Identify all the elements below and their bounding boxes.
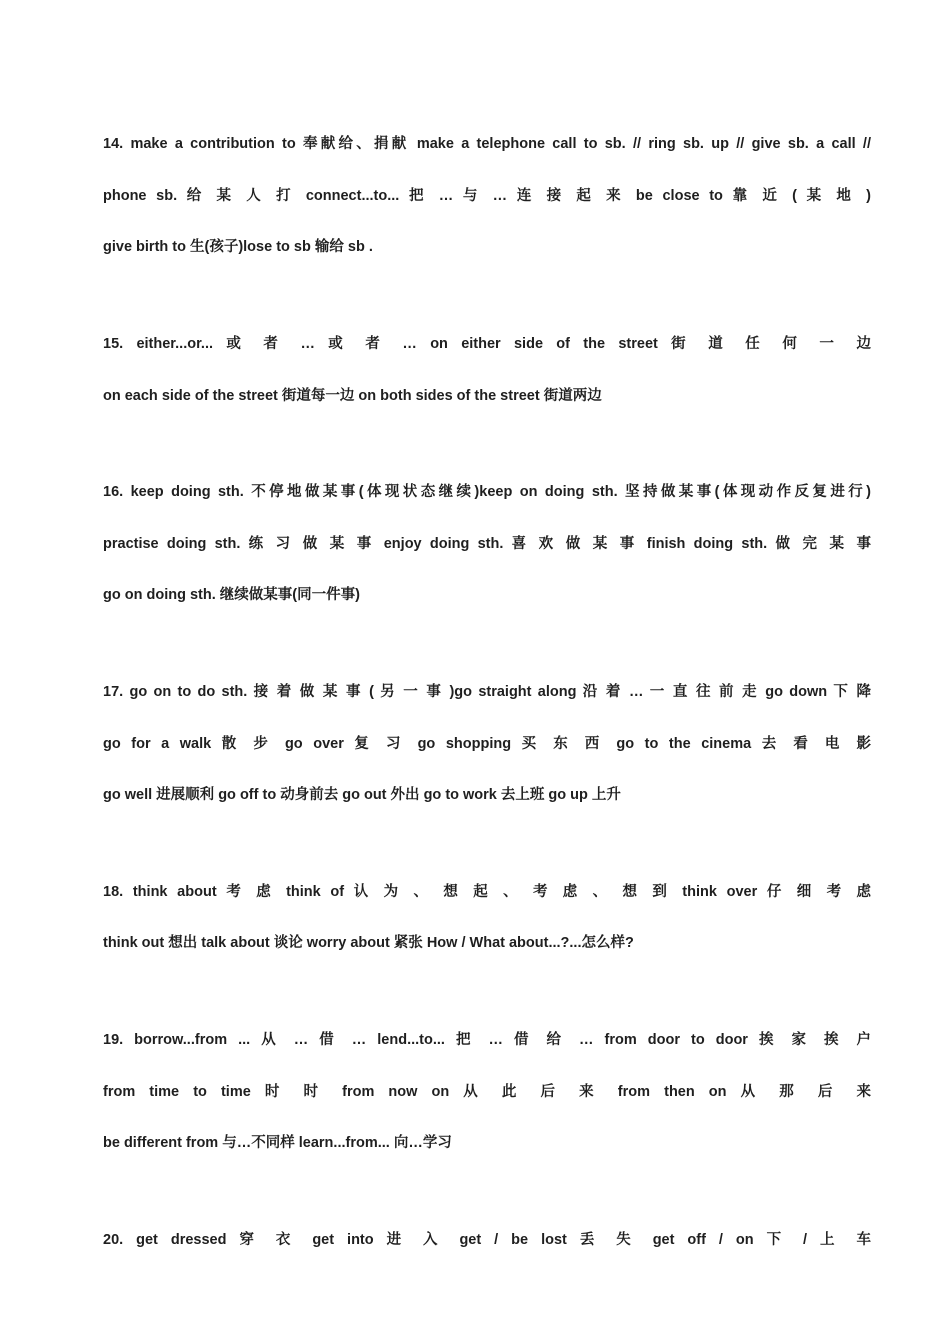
entry-18-line-1: 18. think about 考 虑 think of 认 为 、 想 起 、 考 虑 、 想 到 think over 仔 细 考 虑 xyxy=(103,884,871,900)
entry-15-line-2: on each side of the street 街道每一边 on both sides of the street 街道两边 xyxy=(103,388,602,404)
entry-16-line-3: go on doing sth. 继续做某事(同一件事) xyxy=(103,587,360,603)
entry-14-line-1: 14. make a contribution to 奉献给、捐献 make a telephone call to sb. // ring sb. up // give sb. a call // xyxy=(103,136,871,152)
entry-18-line-2: think out 想出 talk about 谈论 worry about 紧张 How / What about...?...怎么样? xyxy=(103,935,634,951)
entry-16-line-1: 16. keep doing sth. 不停地做某事(体现状态继续)keep on doing sth. 坚持做某事(体现动作反复进行) xyxy=(103,484,871,500)
entry-19-line-3: be different from 与…不同样 learn...from... 向…学习 xyxy=(103,1135,452,1151)
entry-19-line-2: from time to time 时 时 from now on 从 此 后 来 from then on 从 那 后 来 xyxy=(103,1084,871,1100)
entry-15-line-1: 15. either...or... 或 者 … 或 者 … on either side of the street 街 道 任 何 一 边 xyxy=(103,336,871,352)
entry-16-line-2: practise doing sth. 练 习 做 某 事 enjoy doing sth. 喜 欢 做 某 事 finish doing sth. 做 完 某 事 xyxy=(103,536,871,552)
entry-14-line-3: give birth to 生(孩子)lose to sb 输给 sb . xyxy=(103,239,373,255)
entry-17-line-1: 17. go on to do sth. 接 着 做 某 事 ( 另 一 事 )go straight along 沿 着 … 一 直 往 前 走 go down 下 降 xyxy=(103,684,871,700)
entry-19-line-1: 19. borrow...from ... 从 … 借 … lend...to... 把 … 借 给 … from door to door 挨 家 挨 户 xyxy=(103,1032,871,1048)
entry-20-line-1: 20. get dressed 穿 衣 get into 进 入 get / be lost 丢 失 get off / on 下 / 上 车 xyxy=(103,1232,871,1248)
entry-17-line-2: go for a walk 散 步 go over 复 习 go shopping 买 东 西 go to the cinema 去 看 电 影 xyxy=(103,736,871,752)
entry-17-line-3: go well 进展顺利 go off to 动身前去 go out 外出 go to work 去上班 go up 上升 xyxy=(103,787,621,803)
entry-14-line-2: phone sb. 给 某 人 打 connect...to... 把 … 与 … 连 接 起 来 be close to 靠 近 ( 某 地 ) xyxy=(103,188,871,204)
